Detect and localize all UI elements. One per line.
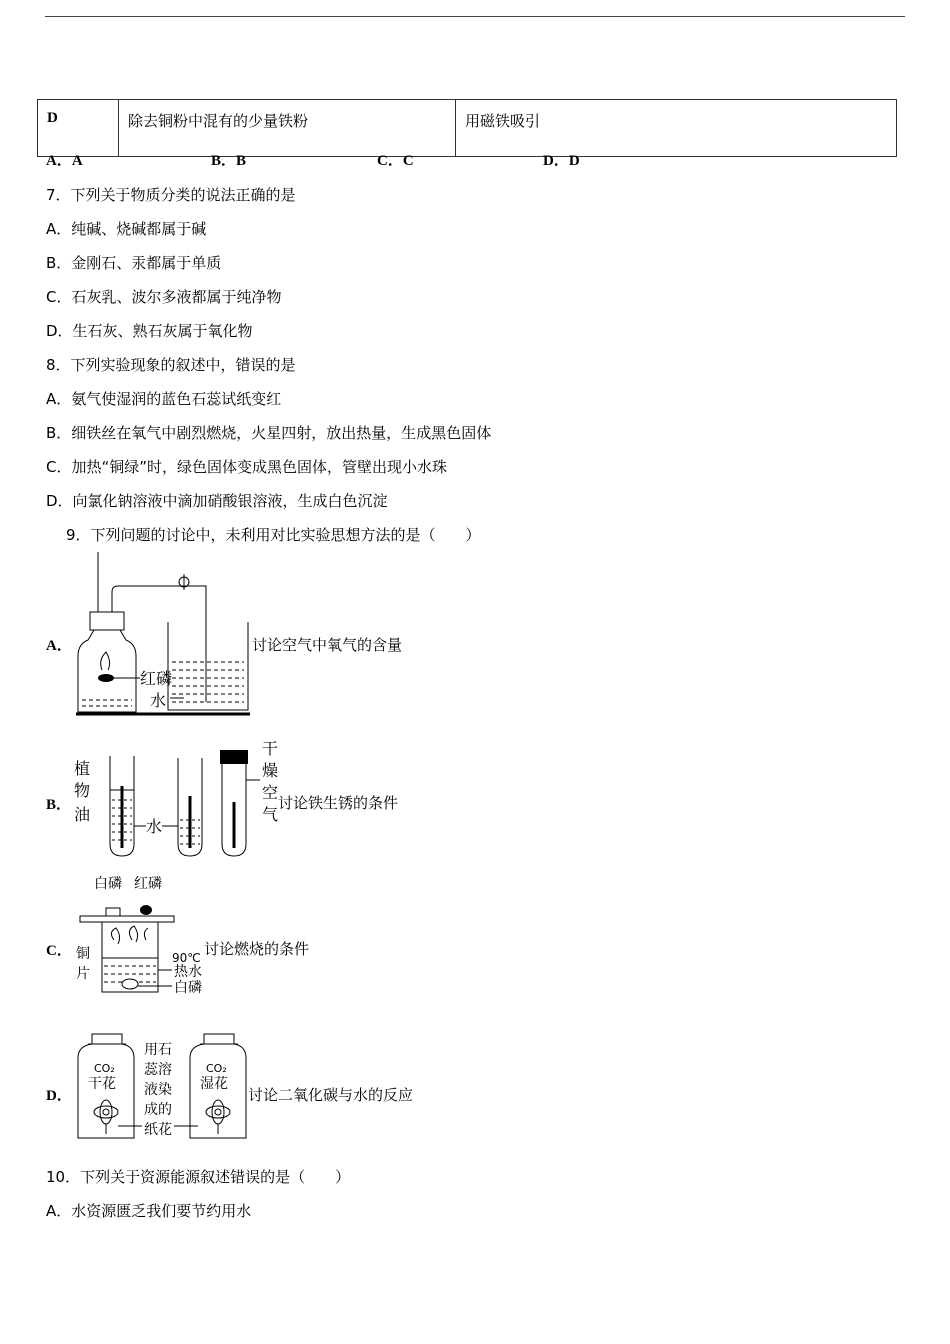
q7-option-c: C．石灰乳、波尔多液都属于纯净物 bbox=[46, 288, 282, 306]
fig-c-caption: 讨论燃烧的条件 bbox=[204, 940, 310, 958]
svg-text:水: 水 bbox=[146, 817, 163, 836]
svg-text:气: 气 bbox=[262, 805, 279, 824]
q10-stem: 10．下列关于资源能源叙述错误的是（ ） bbox=[46, 1168, 351, 1186]
table-row bbox=[38, 100, 897, 157]
fig-d-letter: D． bbox=[46, 1088, 72, 1104]
svg-text:燥: 燥 bbox=[262, 761, 279, 780]
q8-option-c: C．加热“铜绿”时，绿色固体变成黑色固体，管壁出现小水珠 bbox=[46, 458, 448, 476]
svg-text:物: 物 bbox=[74, 781, 91, 800]
choice-b: B．B bbox=[211, 153, 247, 169]
svg-text:湿花: 湿花 bbox=[200, 1076, 228, 1092]
svg-text:液染: 液染 bbox=[144, 1082, 172, 1098]
svg-text:蕊溶: 蕊溶 bbox=[144, 1062, 172, 1078]
q7-option-b: B．金刚石、汞都属于单质 bbox=[46, 254, 222, 272]
svg-text:干: 干 bbox=[262, 739, 279, 758]
svg-text:90℃: 90℃ bbox=[172, 951, 201, 965]
q7-option-a: A．纯碱、烧碱都属于碱 bbox=[46, 220, 207, 238]
figure-d-co2-bottles bbox=[72, 1032, 252, 1142]
figure-b-rusting-tubes bbox=[70, 736, 280, 860]
svg-text:干花: 干花 bbox=[88, 1076, 116, 1092]
svg-text:铜: 铜 bbox=[76, 946, 90, 962]
q10-option-a: A．水资源匮乏我们要节约用水 bbox=[46, 1202, 252, 1220]
q8-stem: 8．下列实验现象的叙述中，错误的是 bbox=[46, 356, 296, 374]
fig-b-caption: 讨论铁生锈的条件 bbox=[278, 794, 399, 812]
fig-c-letter: C． bbox=[46, 943, 72, 959]
q7-option-d: D．生石灰、熟石灰属于氧化物 bbox=[46, 322, 253, 340]
svg-text:白磷: 白磷 bbox=[94, 876, 122, 892]
svg-text:片: 片 bbox=[76, 966, 90, 982]
svg-text:CO₂: CO₂ bbox=[94, 1062, 115, 1075]
svg-text:油: 油 bbox=[74, 805, 91, 824]
row-key: D bbox=[38, 100, 119, 157]
label-red-phosphorus: 红磷 bbox=[140, 669, 173, 688]
svg-text:红磷: 红磷 bbox=[134, 876, 162, 892]
header-rule bbox=[45, 16, 905, 17]
row-task: 除去铜粉中混有的少量铁粉 bbox=[119, 100, 456, 157]
svg-text:成的: 成的 bbox=[144, 1102, 172, 1118]
choice-d: D．D bbox=[543, 153, 580, 169]
svg-text:空: 空 bbox=[262, 783, 279, 802]
svg-text:热水: 热水 bbox=[174, 964, 202, 980]
fig-b-letter: B． bbox=[46, 797, 72, 813]
figure-a-oxygen-apparatus bbox=[72, 552, 252, 720]
fig-d-caption: 讨论二氧化碳与水的反应 bbox=[248, 1086, 414, 1104]
q8-option-b: B．细铁丝在氧气中剧烈燃烧，火星四射，放出热量，生成黑色固体 bbox=[46, 424, 492, 442]
q6-choices bbox=[46, 151, 580, 171]
figure-c-combustion-beaker bbox=[72, 870, 212, 998]
choice-a: A．A bbox=[46, 153, 83, 169]
svg-text:植: 植 bbox=[74, 759, 91, 778]
svg-text:用石: 用石 bbox=[144, 1042, 172, 1058]
q8-option-a: A．氨气使湿润的蓝色石蕊试纸变红 bbox=[46, 390, 282, 408]
q8-option-d: D．向氯化钠溶液中滴加硝酸银溶液，生成白色沉淀 bbox=[46, 492, 388, 510]
fig-a-caption: 讨论空气中氧气的含量 bbox=[252, 636, 403, 654]
svg-text:白磷: 白磷 bbox=[174, 980, 202, 996]
svg-text:纸花: 纸花 bbox=[144, 1122, 172, 1138]
row-method: 用磁铁吸引 bbox=[456, 100, 897, 157]
q9-stem: 9．下列问题的讨论中，未利用对比实验思想方法的是（ ） bbox=[66, 526, 481, 544]
q7-stem: 7．下列关于物质分类的说法正确的是 bbox=[46, 186, 296, 204]
label-water: 水 bbox=[150, 691, 167, 710]
option-table bbox=[37, 99, 897, 157]
choice-c: C．C bbox=[377, 153, 414, 169]
svg-text:CO₂: CO₂ bbox=[206, 1062, 227, 1075]
fig-a-letter: A． bbox=[46, 638, 72, 654]
